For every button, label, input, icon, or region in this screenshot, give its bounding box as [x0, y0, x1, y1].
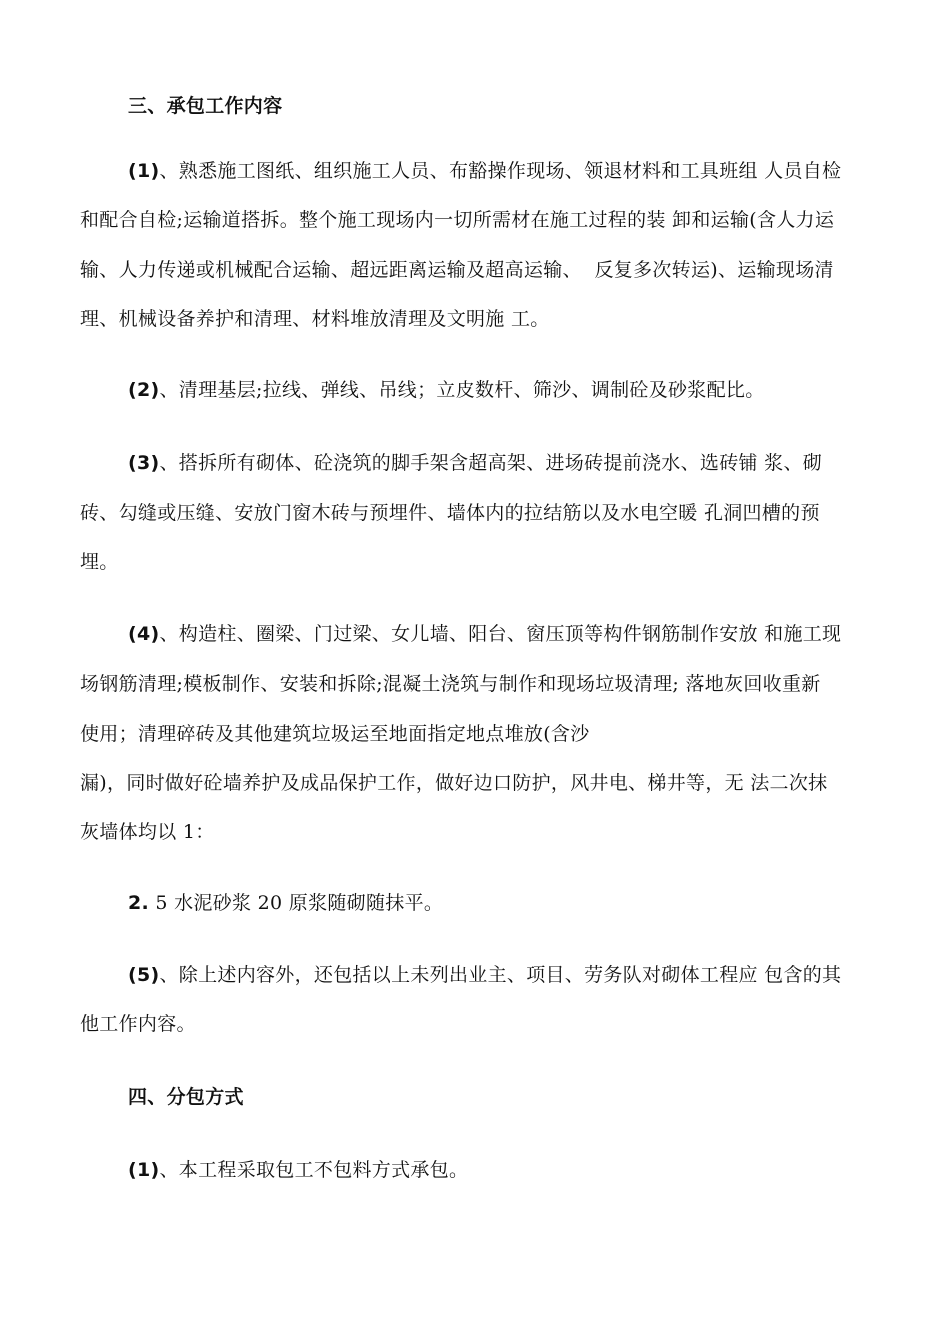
item-3-number: (3) [128, 452, 160, 474]
item-2-line-1 [128, 378, 765, 402]
item-4b-number: 2. [128, 892, 150, 914]
item-4-text-1: 、构造柱、圈梁、门过梁、女儿墙、阳台、窗压顶等构件钢筋制作安放 和施工现 [159, 623, 842, 645]
item-2-text-1: 、清理基层;拉线、弹线、吊线；立皮数杆、筛沙、调制砼及砂浆配比。 [159, 379, 765, 401]
section-3-heading: 三、承包工作内容 [128, 95, 283, 117]
item-3-line-3: 埋。 [80, 551, 119, 573]
item-5-number: (5) [128, 964, 160, 986]
item-2-number: (2) [128, 379, 160, 401]
item-1-line-3: 输、人力传递或机械配合运输、超远距离运输及超高运输、 反复多次转运)、运输现场清 [80, 259, 834, 281]
item-3-line-2: 砖、勾缝或压缝、安放门窗木砖与预埋件、墙体内的拉结筋以及水电空暖 孔洞凹槽的预 [80, 502, 820, 524]
item-4-line-4: 漏)，同时做好砼墙养护及成品保护工作，做好边口防护，风井电、梯井等，无 法二次抹 [80, 772, 828, 794]
item-4b-text-1: 5 水泥砂浆 20 原浆随砌随抹平。 [149, 892, 444, 914]
item-5-text-1: 、除上述内容外，还包括以上未列出业主、项目、劳务队对砌体工程应 包含的其 [159, 964, 842, 986]
item-1-number: (1) [128, 160, 160, 182]
item-1-line-4: 理、机械设备养护和清理、材料堆放清理及文明施 工。 [80, 308, 550, 330]
item-1-line-2: 和配合自检;运输道搭拆。整个施工现场内一切所需材在施工过程的装 卸和运输(含人力运 [80, 209, 835, 231]
item-1-line-1 [128, 159, 841, 183]
item-4-line-2: 场钢筋清理;模板制作、安装和拆除;混凝土浇筑与制作和现场垃圾清理; 落地灰回收重新 [80, 673, 821, 695]
item-3-line-1 [128, 451, 822, 475]
item-4-number: (4) [128, 623, 160, 645]
section-4-item-1-line-1 [128, 1158, 468, 1182]
item-1-text-1: 、熟悉施工图纸、组织施工人员、布豁操作现场、领退材料和工具班组 人员自检 [159, 160, 842, 182]
section-4-item-1-text-1: 、本工程采取包工不包料方式承包。 [159, 1159, 469, 1181]
item-4-line-3: 使用；清理碎砖及其他建筑垃圾运至地面指定地点堆放(含沙 [80, 723, 590, 745]
section-4-heading: 四、分包方式 [128, 1086, 244, 1108]
item-4-line-5: 灰墙体均以 1： [80, 821, 215, 843]
item-3-text-1: 、搭拆所有砌体、砼浇筑的脚手架含超高架、进场砖提前浇水、选砖铺 浆、砌 [159, 452, 823, 474]
item-5-line-1 [128, 963, 841, 987]
section-4-item-1-number: (1) [128, 1159, 160, 1181]
item-5-line-2: 他工作内容。 [80, 1013, 196, 1035]
item-4b-line-1 [128, 891, 443, 915]
item-4-line-1 [128, 622, 841, 646]
